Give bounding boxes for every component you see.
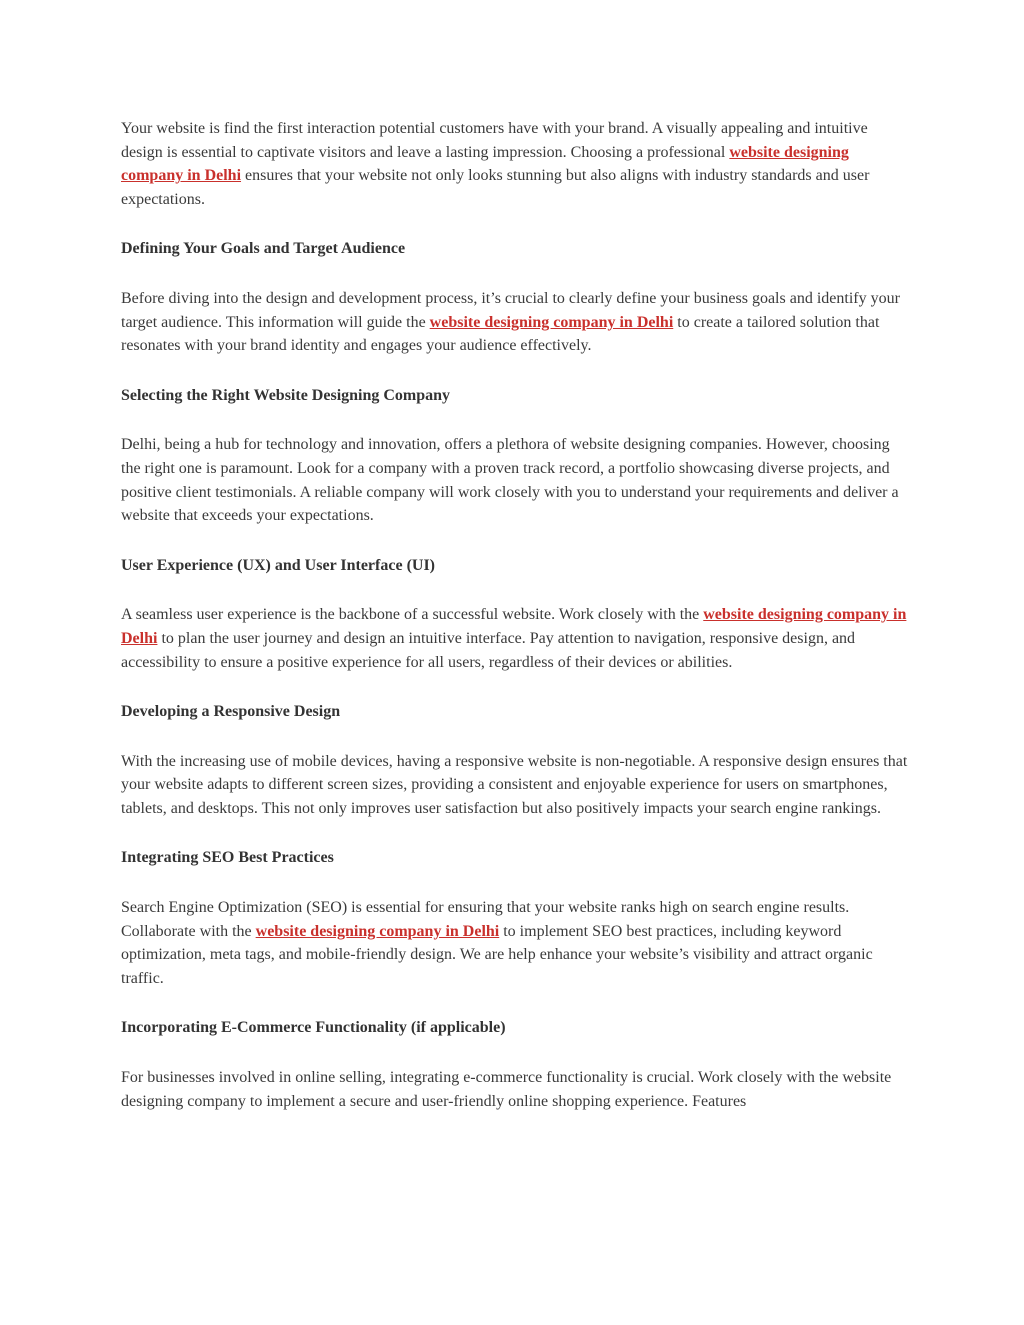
body-paragraph (121, 896, 911, 990)
body-paragraph (121, 433, 911, 527)
section-heading: Incorporating E-Commerce Functionality (if applicable) (121, 1019, 506, 1037)
section-heading: Integrating SEO Best Practices (121, 849, 334, 867)
paragraph-text: With the increasing use of mobile devices, having a responsive website is non-negotiable. A responsive design ensures that your website adapts to different screen sizes, providing a consistent and enjoyable experience for users on smartphones, tablets, and desktops. This not only improves user satisfaction but also positively impacts your search engine rankings. (121, 752, 908, 817)
body-paragraph (121, 117, 911, 211)
paragraph-text: to create a tailored solution that resonates with your brand identity and engages your audience effectively. (121, 313, 880, 355)
paragraph-text: A seamless user experience is the backbone of a successful website. Work closely with the (121, 606, 704, 624)
paragraph-text: to implement SEO best practices, including keyword optimization, meta tags, and mobile-friendly design. We are help enhance your website’s visibility and attract organic traffic. (121, 922, 873, 987)
website-designing-company-link[interactable]: website designing company in Delhi (255, 922, 500, 940)
section-heading: User Experience (UX) and User Interface (UI) (121, 556, 435, 574)
website-designing-company-link[interactable]: website designing company in Delhi (121, 143, 849, 185)
body-paragraph (121, 287, 911, 358)
section-heading: Defining Your Goals and Target Audience (121, 240, 406, 258)
body-paragraph (121, 603, 911, 674)
document-page (121, 117, 911, 1139)
paragraph-text: Before diving into the design and development process, it’s crucial to clearly define your business goals and identify your target audience. This information will guide the (121, 289, 900, 331)
body-paragraph (121, 750, 911, 821)
paragraph-text: Your website is find the first interaction potential customers have with your brand. A visually appealing and intuitive design is essential to captivate visitors and leave a lasting impression. Choosing a professional (121, 120, 868, 161)
paragraph-text: to plan the user journey and design an intuitive interface. Pay attention to navigation, responsive design, and accessibility to ensure a positive experience for all users, regardless of their devices or abilities. (121, 629, 856, 671)
paragraph-text: ensures that your website not only looks stunning but also aligns with industry standards and user expectations. (121, 167, 870, 208)
section-heading: Selecting the Right Website Designing Company (121, 386, 451, 404)
website-designing-company-link[interactable]: website designing company in Delhi (429, 313, 674, 331)
website-designing-company-link[interactable]: website designing company in Delhi (121, 606, 907, 647)
paragraph-text: Search Engine Optimization (SEO) is essential for ensuring that your website ranks high on search engine results. Collaborate with the (121, 899, 850, 940)
paragraph-text: For businesses involved in online selling, integrating e-commerce functionality is crucial. Work closely with the website designing company to implement a secure and user-friendly online shopping experience. Features (121, 1069, 892, 1110)
section-heading: Developing a Responsive Design (121, 703, 341, 721)
body-paragraph (121, 1066, 911, 1113)
paragraph-text: Delhi, being a hub for technology and innovation, offers a plethora of website designing companies. However, choosing the right one is paramount. Look for a company with a proven track record, a portfolio showcasing diverse projects, and positive client testimonials. A reliable company will work closely with you to understand your requirements and deliver a website that exceeds your expectations. (121, 436, 899, 525)
